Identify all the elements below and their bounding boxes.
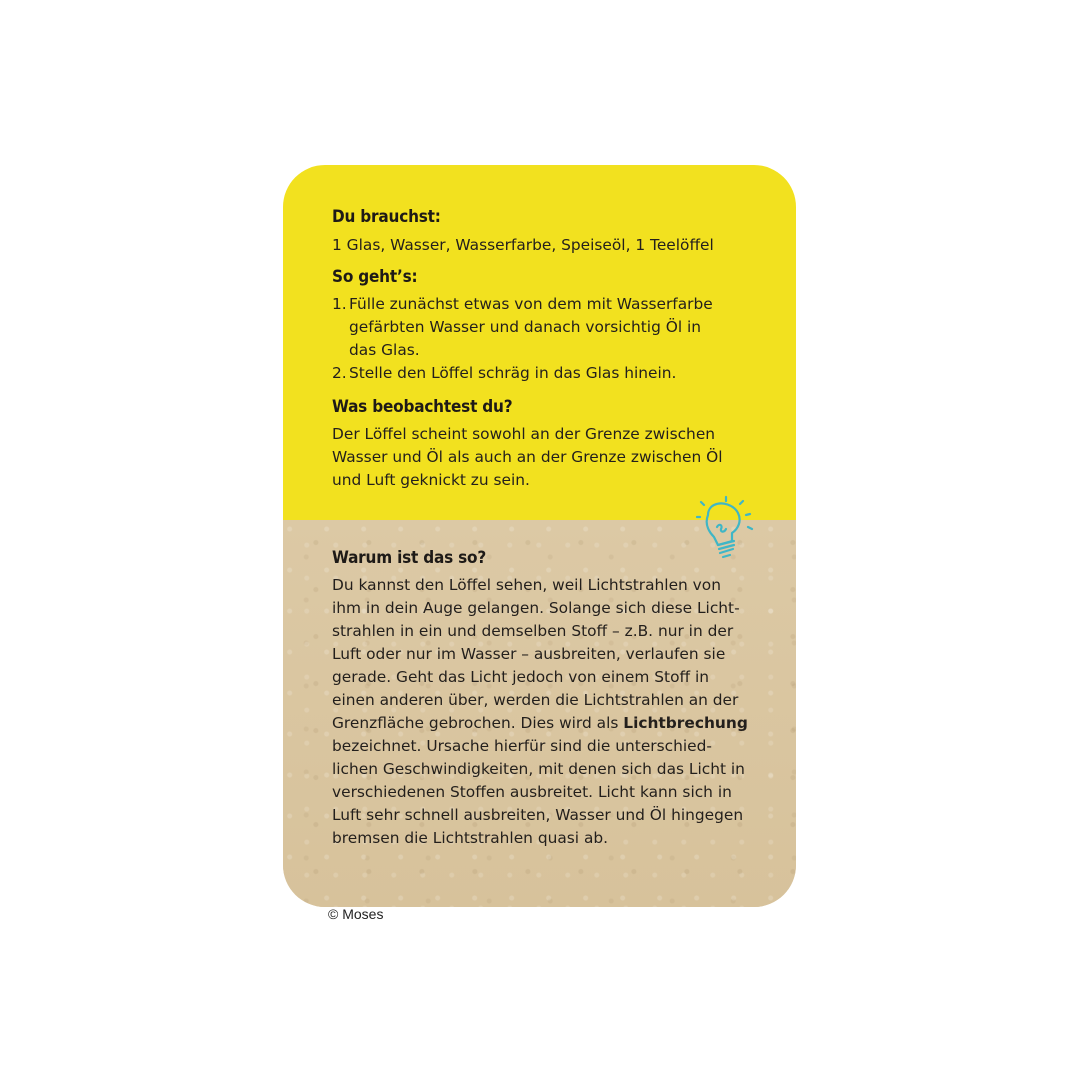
why-line: strahlen in ein und demselben Stoff – z.B. nur in der <box>332 622 734 640</box>
observe-line: und Luft geknickt zu sein. <box>332 471 530 489</box>
card-top-section <box>283 165 796 520</box>
why-text <box>332 574 752 850</box>
steps-heading: So geht’s: <box>332 267 418 287</box>
why-line: verschiedenen Stoffen ausbreitet. Licht kann sich in <box>332 783 732 801</box>
why-line: lichen Geschwindigkeiten, mit denen sich das Licht in <box>332 760 745 778</box>
card-bottom-section <box>283 520 796 907</box>
step-1-line-2: gefärbten Wasser und danach vorsichtig Öl in <box>349 318 702 336</box>
step-1 <box>332 293 752 362</box>
observe-text <box>332 423 752 492</box>
step-2-line-1: Stelle den Löffel schräg in das Glas hinein. <box>349 364 677 382</box>
why-line: bremsen die Lichtstrahlen quasi ab. <box>332 829 609 847</box>
why-line <box>332 712 752 735</box>
step-2-number: 2. <box>332 364 347 382</box>
lichtbrechung-term: Lichtbrechung <box>623 714 748 732</box>
why-line: gerade. Geht das Licht jedoch von einem Stoff in <box>332 668 710 686</box>
step-2 <box>332 362 752 385</box>
observe-heading: Was beobachtest du? <box>332 397 513 417</box>
step-1-number: 1. <box>332 295 347 313</box>
why-line: ihm in dein Auge gelangen. Solange sich diese Licht- <box>332 599 740 617</box>
observe-line: Wasser und Öl als auch an der Grenze zwischen Öl <box>332 448 723 466</box>
experiment-card <box>283 165 796 907</box>
why-line-7-text: Grenzfläche gebrochen. Dies wird als <box>332 714 624 732</box>
step-1-line-3: das Glas. <box>349 341 420 359</box>
materials-text: 1 Glas, Wasser, Wasserfarbe, Speiseöl, 1 Teelöffel <box>332 236 714 254</box>
why-line: einen anderen über, werden die Lichtstrahlen an der <box>332 691 739 709</box>
materials-heading: Du brauchst: <box>332 207 441 227</box>
why-line: Luft oder nur im Wasser – ausbreiten, verlaufen sie <box>332 645 726 663</box>
why-heading: Warum ist das so? <box>332 548 487 568</box>
why-line: Du kannst den Löffel sehen, weil Lichtstrahlen von <box>332 576 721 594</box>
step-1-line-1: Fülle zunächst etwas von dem mit Wasserfarbe <box>349 295 713 313</box>
why-line: Luft sehr schnell ausbreiten, Wasser und Öl hingegen <box>332 806 744 824</box>
lightbulb-icon <box>696 495 758 565</box>
why-line: bezeichnet. Ursache hierfür sind die unterschied- <box>332 737 712 755</box>
observe-line: Der Löffel scheint sowohl an der Grenze zwischen <box>332 425 716 443</box>
copyright-text: © Moses <box>328 906 384 922</box>
